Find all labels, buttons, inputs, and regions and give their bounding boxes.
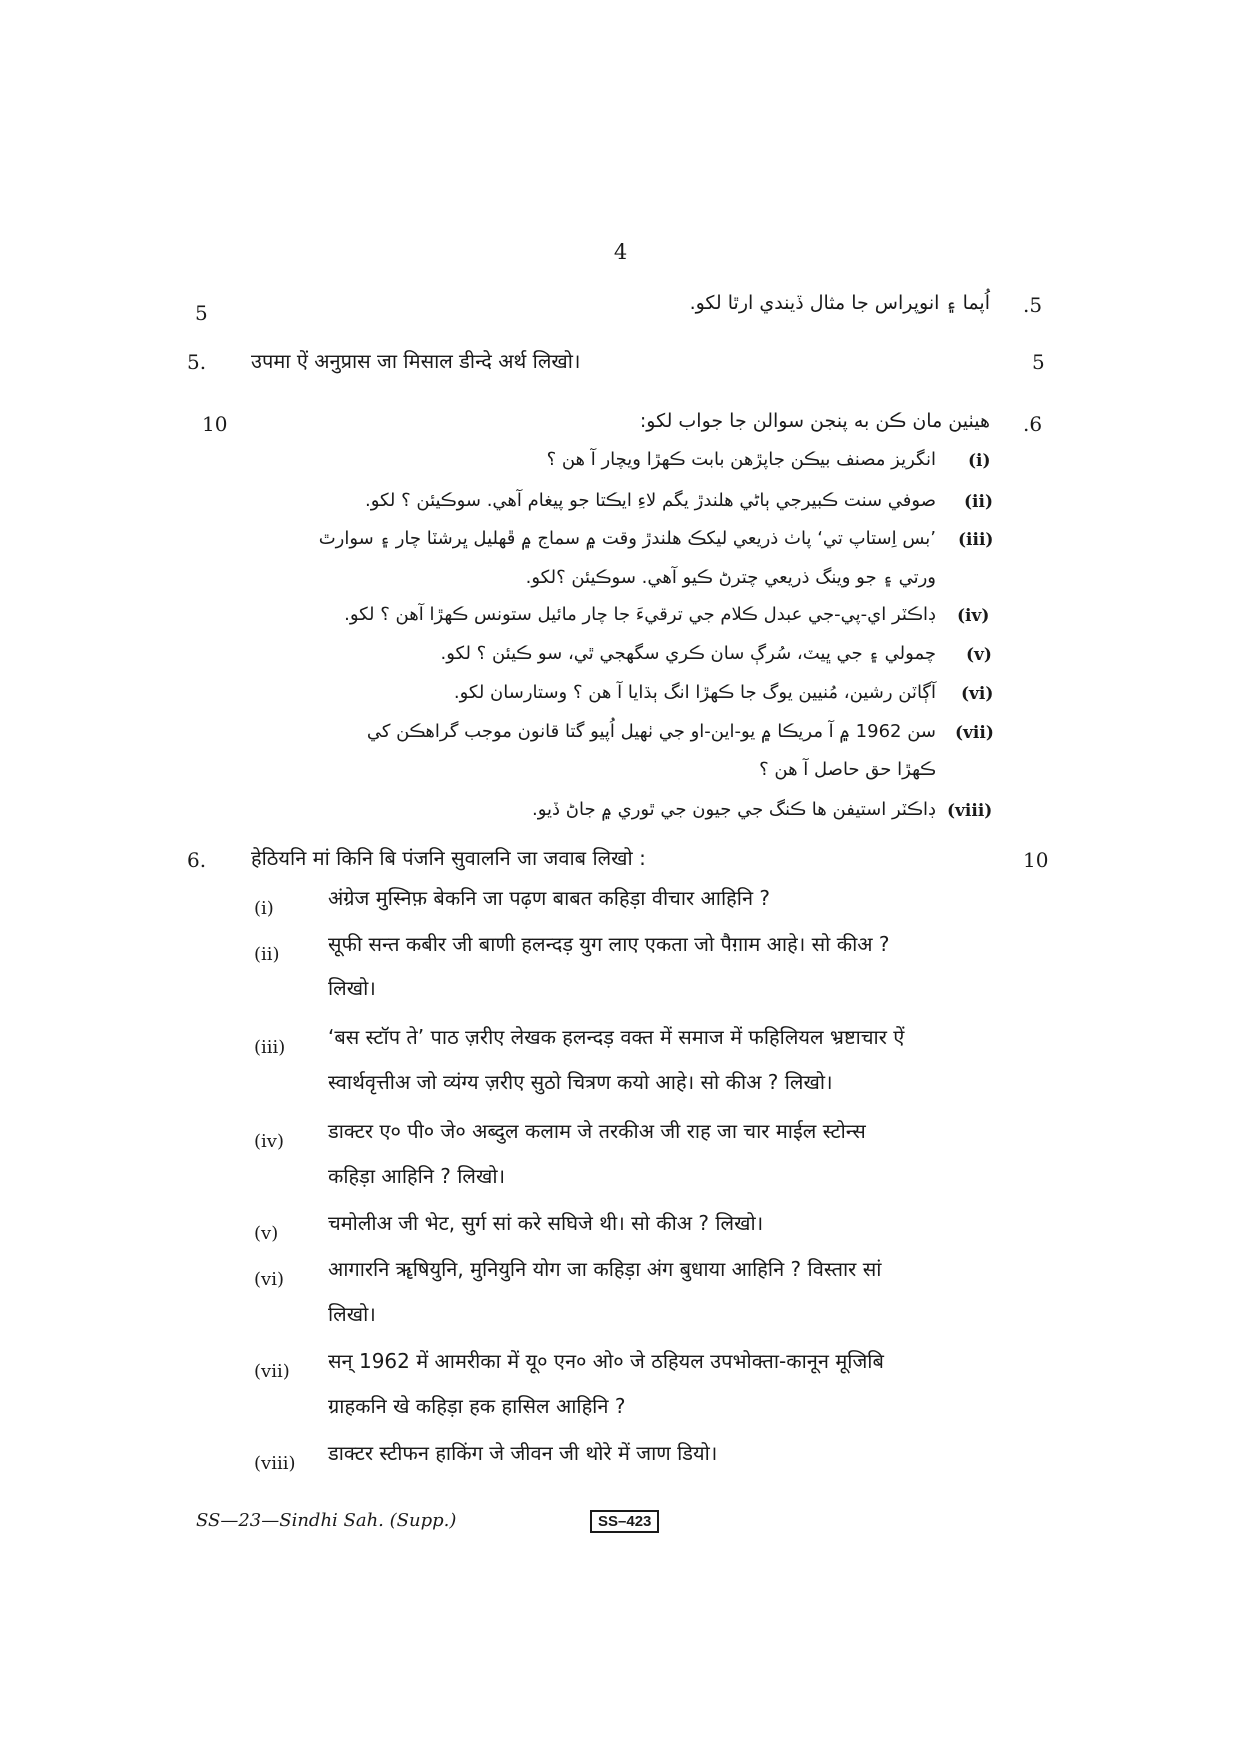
hi-item-line: आगारनि ॠषियुनि, मुनियुनि योग जा कहिड़ा अंग बुधाया आहिनि ? विस्तार सां: [328, 1257, 882, 1281]
ar-item-roman: (ii): [964, 492, 994, 512]
hi-item-line: ‘बस स्टॉप ते’ पाठ ज़रीए लेखक हलन्दड़ वक्त में समाज में फहिलियल भ्रष्टाचार ऐं: [328, 1025, 905, 1049]
q5-marks: 5: [1032, 350, 1045, 374]
ar-item-continuation: ورتي ۽ جو وينگ ذريعي چترڻ ڪيو آهي. سوڪيئن ؟لکو.: [525, 567, 936, 588]
ar-item-roman: (vi): [961, 684, 994, 704]
q5-arabic-number: .5: [1023, 293, 1043, 317]
footer-paper-code: SS—23—Sindhi Sah. (Supp.): [196, 1510, 457, 1531]
hi-item-roman: (v): [254, 1223, 279, 1244]
ar-item-text: صوفي سنت ڪبيرجي ٻاڻي هلندڙ يگم لاءِ ايڪتا جو پيغام آهي. سوڪيئن ؟ لکو.: [364, 490, 936, 511]
hi-item-line: लिखो।: [328, 1302, 376, 1326]
hi-item-roman: (i): [254, 898, 274, 919]
q5-number: 5.: [187, 350, 207, 374]
ar-item-text: ڊاڪٽر اي-پي-جي عبدل ڪلام جي ترقيءَ جا چار مائيل ستونس ڪهڙا آهن ؟ لکو.: [344, 604, 936, 625]
page-number: 4: [613, 240, 628, 264]
ar-item-text: انگريز مصنف بيڪن جاپڙهن بابت ڪهڙا ويچار آ هن ؟: [546, 449, 936, 470]
hi-item-roman: (iii): [254, 1037, 286, 1058]
q6-number: 6.: [187, 848, 207, 872]
hi-item-roman: (iv): [254, 1131, 284, 1152]
ar-item-roman: (i): [968, 451, 991, 471]
hi-item-roman: (vii): [254, 1361, 290, 1382]
hi-item-line: डाक्टर स्टीफन हाकिंग जे जीवन जी थोरे में जाण डियो।: [328, 1441, 718, 1465]
hi-item-line: स्वार्थवृत्तीअ जो व्यंग्य ज़रीए सुठो चित्रण कयो आहे। सो कीअ ? लिखो।: [328, 1070, 833, 1094]
hi-item-line: लिखो।: [328, 976, 376, 1000]
q5-arabic-marks: 5: [195, 301, 208, 325]
q6-arabic-number: .6: [1023, 412, 1043, 436]
ar-item-roman: (iv): [957, 606, 990, 626]
q6-arabic-marks: 10: [202, 412, 228, 436]
hi-item-line: डाक्टर ए० पी० जे० अब्दुल कलाम जे तरकीअ जी राह जा चार माईल स्टोन्स: [328, 1119, 866, 1143]
footer-code-box: SS–423: [590, 1510, 659, 1533]
q6-text: हेठियनि मां किनि बि पंजनि सुवालनि जा जवाब लिखो :: [251, 846, 646, 870]
q5-arabic-text: اُپما ۽ انوپراس جا مثال ڏيندي ارٿا لکو.: [689, 292, 990, 314]
q6-arabic-text: هيٺين مان ڪن به پنجن سوالن جا جواب لکو:: [639, 410, 990, 432]
ar-item-roman: (vii): [955, 723, 994, 743]
ar-item-text: سن 1962 ۾ آ مريڪا ۾ يو-اين-او جي ٺهيل اُپيو گتا قانون موجب گراهڪن کي: [366, 721, 936, 742]
q5-text: उपमा ऐं अनुप्रास जा मिसाल डीन्दे अर्थ लिखो।: [251, 349, 581, 373]
hi-item-roman: (ii): [254, 944, 280, 965]
ar-item-text: چمولي ۽ جي ڀيٽ، سُرڳ سان ڪري سگهجي ٿي، سو ڪيئن ؟ لکو.: [440, 643, 936, 664]
ar-item-text: آڳاٽن رشين، مُنيين يوگ جا ڪهڙا انگ ٻڌايا آ هن ؟ وستارسان لکو.: [453, 682, 936, 703]
hi-item-line: चमोलीअ जी भेट, सुर्ग सां करे सघिजे थी। सो कीअ ? लिखो।: [328, 1211, 764, 1235]
q6-marks: 10: [1023, 848, 1049, 872]
hi-item-line: कहिड़ा आहिनि ? लिखो।: [328, 1164, 506, 1188]
ar-item-text: ’بس اِستاپ تي‘ پاٺ ذريعي ليکڪ هلندڙ وقت ۾ سماج ۾ ڦهليل ڀرشٽا چار ۽ سوارٿ: [318, 528, 936, 549]
ar-item-text: ڊاڪٽر استيفن ها ڪنگ جي جيون جي ٿوري ۾ جاڻ ڏيو.: [532, 799, 936, 820]
hi-item-roman: (vi): [254, 1269, 284, 1290]
hi-item-line: सूफी सन्त कबीर जी बाणी हलन्दड़ युग लाए एकता जो पैग़ाम आहे। सो कीअ ?: [328, 932, 890, 956]
hi-item-line: ग्राहकनि खे कहिड़ा हक हासिल आहिनि ?: [328, 1394, 626, 1418]
ar-item-roman: (v): [966, 645, 992, 665]
hi-item-line: सन् 1962 में आमरीका में यू० एन० ओ० जे ठहियल उपभोक्ता-कानून मूजिबि: [328, 1349, 884, 1373]
ar-item-roman: (iii): [958, 530, 994, 550]
ar-item-continuation: ڪهڙا حق حاصل آ هن ؟: [759, 759, 936, 780]
hi-item-line: अंग्रेज मुस्निफ़ बेकनि जा पढ़ण बाबत कहिड़ा वीचार आहिनि ?: [328, 886, 771, 910]
hi-item-roman: (viii): [254, 1453, 296, 1474]
ar-item-roman: (viii): [947, 801, 993, 821]
